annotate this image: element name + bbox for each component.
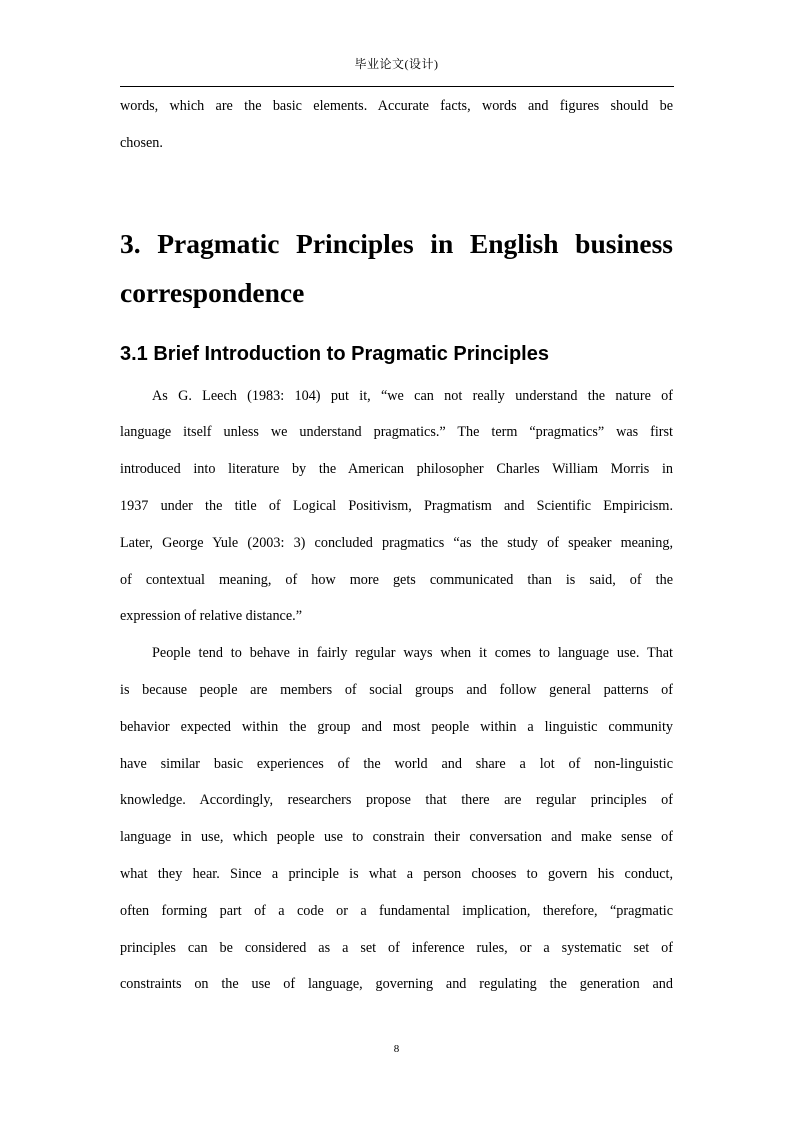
text-line: 1937 under the title of Logical Positivism, Pragmatism and Scientific Empiricism.	[120, 497, 673, 514]
text-line: have similar basic experiences of the world and share a lot of non-linguistic	[120, 755, 673, 772]
text-line: expression of relative distance.”	[120, 608, 302, 625]
text-line: As G. Leech (1983: 104) put it, “we can not really understand the nature of	[152, 387, 673, 404]
text-line: introduced into literature by the American philosopher Charles William Morris in	[120, 461, 673, 478]
text-line: behavior expected within the group and most people within a linguistic community	[120, 718, 673, 735]
text-line: Later, George Yule (2003: 3) concluded pragmatics “as the study of speaker meaning,	[120, 534, 673, 551]
text-line: is because people are members of social groups and follow general patterns of	[120, 681, 673, 698]
text-line: of contextual meaning, of how more gets communicated than is said, of the	[120, 571, 673, 588]
text-line: constraints on the use of language, governing and regulating the generation and	[120, 976, 673, 993]
text-line: knowledge. Accordingly, researchers propose that there are regular principles of	[120, 792, 673, 809]
paragraph-2	[120, 635, 673, 1003]
chapter-heading-line: correspondence	[120, 276, 305, 308]
section-heading: 3.1 Brief Introduction to Pragmatic Principles	[120, 342, 549, 365]
text-line: what they hear. Since a principle is what a person chooses to govern his conduct,	[120, 865, 673, 882]
running-header: 毕业论文(设计)	[354, 57, 439, 71]
text-line: words, which are the basic elements. Accurate facts, words and figures should be	[120, 98, 673, 114]
page-body	[120, 88, 673, 1003]
paragraph-1	[120, 378, 673, 636]
text-line: often forming part of a code or a fundamental implication, therefore, “pragmatic	[120, 902, 673, 919]
intro-paragraph	[120, 88, 673, 162]
header-rule	[120, 86, 674, 87]
text-line: principles can be considered as a set of inference rules, or a systematic set of	[120, 939, 673, 956]
chapter-heading	[120, 219, 673, 317]
chapter-heading-line: 3. Pragmatic Principles in English business	[120, 227, 673, 259]
text-line: People tend to behave in fairly regular ways when it comes to language use. That	[152, 645, 673, 662]
text-line: chosen.	[120, 134, 163, 151]
text-line: language in use, which people use to constrain their conversation and make sense of	[120, 829, 673, 846]
text-line: language itself unless we understand pragmatics.” The term “pragmatics” was first	[120, 424, 673, 441]
page-number: 8	[393, 1043, 400, 1055]
